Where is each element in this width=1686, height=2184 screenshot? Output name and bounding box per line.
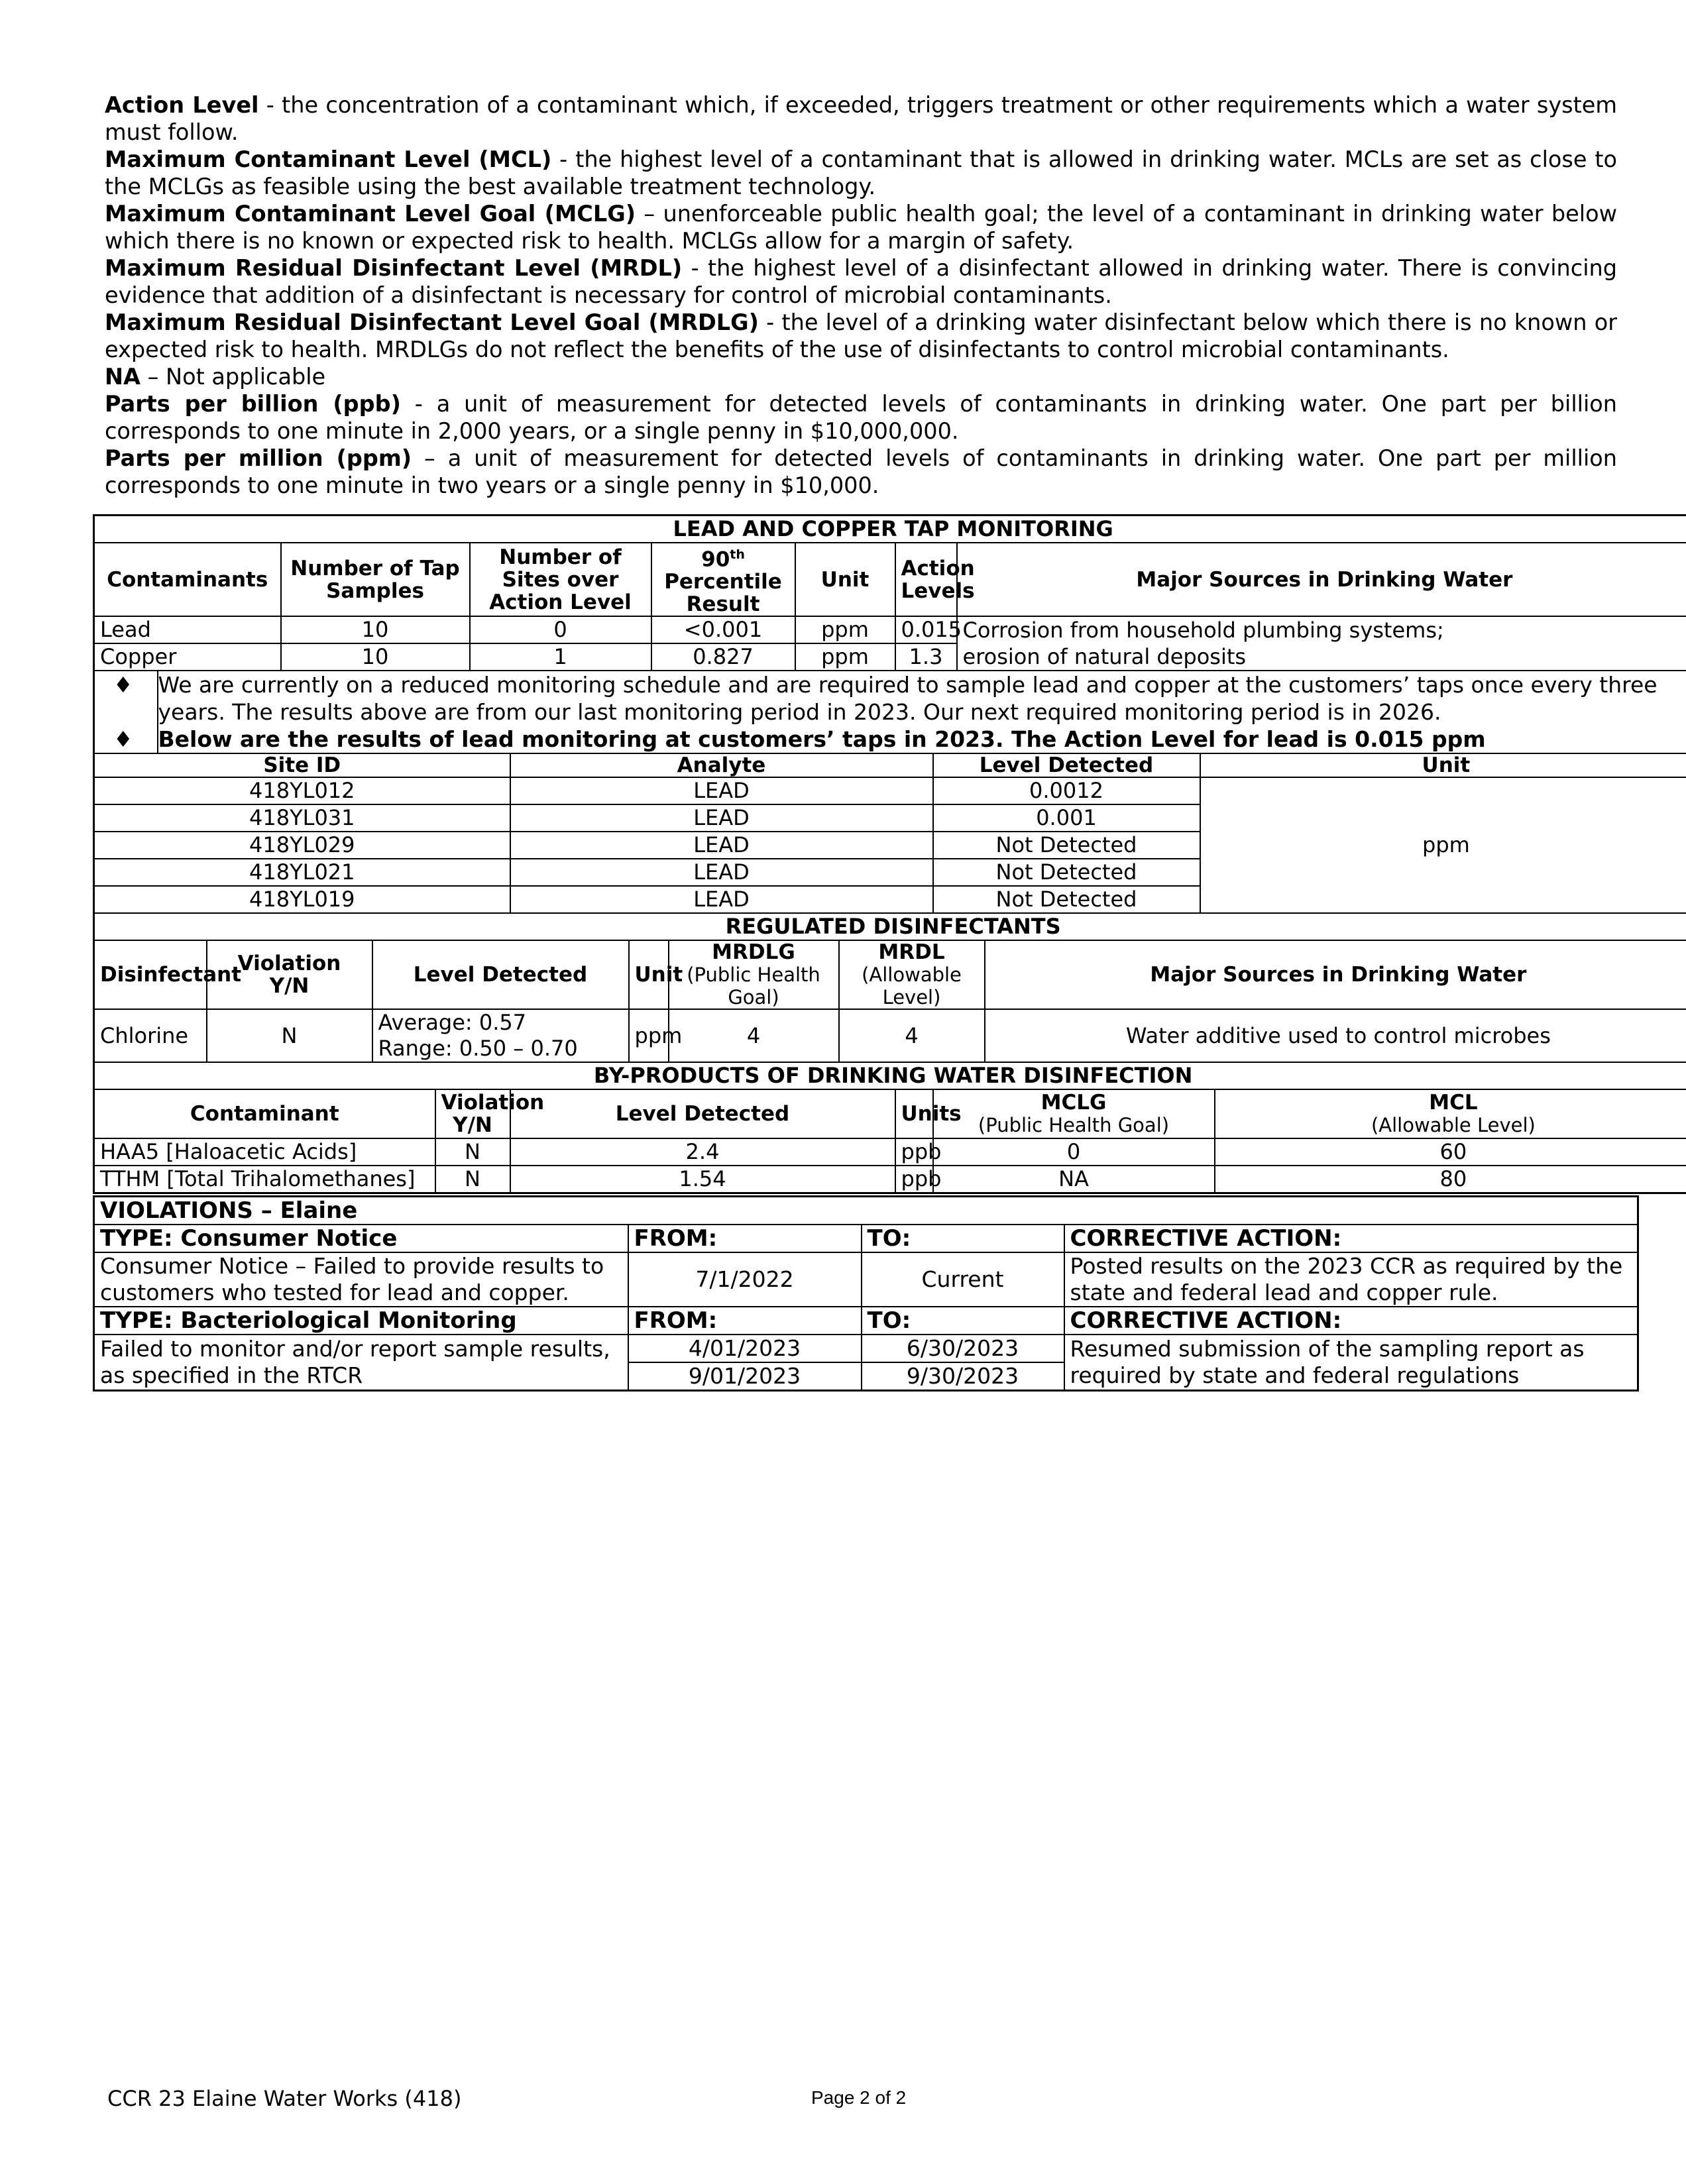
mrdl-value: 4 xyxy=(839,1009,985,1062)
bullet-icon: ♦ xyxy=(94,726,158,753)
header-contaminant: Contaminant xyxy=(94,1089,435,1138)
header-mcl xyxy=(1215,1089,1686,1138)
major-sources-line2: erosion of natural deposits xyxy=(957,643,1686,671)
definition-action-level xyxy=(105,91,1617,146)
violation-yn: Y/N xyxy=(453,1113,492,1138)
level-detected: Not Detected xyxy=(933,832,1200,859)
definition-mcl xyxy=(105,146,1617,200)
regulated-disinfectants-title: REGULATED DISINFECTANTS xyxy=(94,913,1686,940)
definition-text: the highest level of a disinfectant allowed in drinking water. There is convincing evidence that addition of a disinfectant is necessary for control of microbial contaminants. xyxy=(105,255,1618,308)
mclg-value: 0 xyxy=(933,1138,1215,1166)
definition-separator: - xyxy=(682,255,708,281)
header-mrdl xyxy=(839,940,985,1009)
to-label: TO: xyxy=(862,1307,1064,1335)
level-detected: 0.001 xyxy=(933,804,1200,832)
header-level-detected: Level Detected xyxy=(933,753,1200,777)
violation-from: 4/01/2023 xyxy=(628,1335,862,1362)
violations-title: VIOLATIONS – Elaine xyxy=(94,1197,1638,1225)
definition-term: Parts per million (ppm) xyxy=(105,445,412,471)
definition-separator: - xyxy=(551,146,576,172)
definition-ppb xyxy=(105,390,1617,445)
unit: ppm xyxy=(795,616,895,643)
header-unit: Unit xyxy=(629,940,669,1009)
monitoring-note: We are currently on a reduced monitoring schedule and are required to sample lead and copper at the customers’ taps once every three years. The results above are from our last monitoring period in 2023. Our next required monitoring period is in 2026. xyxy=(158,671,1686,726)
percentile-label: Percentile Result xyxy=(664,570,782,617)
corrective-action: Posted results on the 2023 CCR as required by the state and federal lead and copper rule. xyxy=(1064,1252,1638,1307)
header-action-levels: Action Levels xyxy=(895,543,957,616)
definition-ppm xyxy=(105,445,1617,499)
definition-separator: - xyxy=(400,391,437,417)
header-mrdlg xyxy=(669,940,839,1009)
percentile-result: <0.001 xyxy=(651,616,795,643)
tap-samples: 10 xyxy=(281,616,470,643)
analyte: LEAD xyxy=(510,886,933,913)
disinfectant-source: Water additive used to control microbes xyxy=(985,1009,1686,1062)
percentile-result: 0.827 xyxy=(651,643,795,671)
mrdlg-sublabel: (Public Health Goal) xyxy=(687,963,820,1009)
definition-term: Maximum Contaminant Level Goal (MCLG) xyxy=(105,201,636,227)
action-level: 0.015 xyxy=(895,616,957,643)
lead-results-note-text: Below are the results of lead monitoring at customers’ taps in 2023. The Action Level for lead is 0.015 ppm xyxy=(158,726,1486,753)
level-range: Range: 0.50 – 0.70 xyxy=(378,1036,578,1062)
header-site-id: Site ID xyxy=(94,753,510,777)
level-detected: Not Detected xyxy=(933,886,1200,913)
violation-label: Violation xyxy=(441,1091,545,1115)
violations-table xyxy=(93,1195,1639,1392)
header-disinfectant: Disinfectant xyxy=(94,940,207,1009)
header-unit: Unit xyxy=(1200,753,1686,777)
action-level: 1.3 xyxy=(895,643,957,671)
violation-label: Violation xyxy=(237,952,341,976)
mclg-value: NA xyxy=(933,1166,1215,1193)
violation-description: Failed to monitor and/or report sample results, as specified in the RTCR xyxy=(94,1335,628,1391)
header-sites-over: Number of Sites over Action Level xyxy=(470,543,651,616)
mcl-value: 80 xyxy=(1215,1166,1686,1193)
violation-value: N xyxy=(207,1009,372,1062)
violation-to: 9/30/2023 xyxy=(862,1362,1064,1391)
table-row xyxy=(94,1009,1686,1062)
header-level-detected: Level Detected xyxy=(372,940,629,1009)
analyte: LEAD xyxy=(510,859,933,886)
definition-separator: – xyxy=(140,364,166,390)
definition-term: Maximum Residual Disinfectant Level Goal (MRDLG) xyxy=(105,309,759,335)
contaminant-name: Lead xyxy=(94,616,281,643)
definition-text: Not applicable xyxy=(166,364,326,390)
header-90th-percentile xyxy=(651,543,795,616)
bullet-icon: ♦ xyxy=(94,671,158,726)
table-row xyxy=(94,643,1686,671)
disinfectant-name: Chlorine xyxy=(94,1009,207,1062)
site-id: 418YL031 xyxy=(94,804,510,832)
definition-mclg xyxy=(105,200,1617,254)
mrdl-label: MRDL xyxy=(878,940,945,965)
corrective-action: Resumed submission of the sampling report as required by state and federal regulations xyxy=(1064,1335,1638,1391)
definition-na xyxy=(105,363,1617,390)
violation-to: Current xyxy=(862,1252,1064,1307)
definition-term: Maximum Residual Disinfectant Level (MRDL) xyxy=(105,255,683,281)
header-unit: Unit xyxy=(795,543,895,616)
sites-over: 0 xyxy=(470,616,651,643)
definition-text: the level of a drinking water disinfectant below which there is no known or expected risk to health. MRDLGs do not reflect the benefits of the use of disinfectants to control microbial contaminants. xyxy=(105,309,1617,362)
mclg-sublabel: (Public Health Goal) xyxy=(978,1114,1170,1137)
table-row xyxy=(94,1335,1638,1362)
violation-description: Consumer Notice – Failed to provide results to customers who tested for lead and copper. xyxy=(94,1252,628,1307)
from-label: FROM: xyxy=(628,1225,862,1252)
note-row xyxy=(94,671,1686,726)
level-detected: Not Detected xyxy=(933,859,1200,886)
table-row xyxy=(94,616,1686,643)
to-label: TO: xyxy=(862,1225,1064,1252)
mcl-value: 60 xyxy=(1215,1138,1686,1166)
definition-separator: – xyxy=(636,201,663,227)
level-average: Average: 0.57 xyxy=(378,1010,527,1036)
mrdlg-value: 4 xyxy=(669,1009,839,1062)
corrective-action-label: CORRECTIVE ACTION: xyxy=(1064,1225,1638,1252)
level-detected: 0.0012 xyxy=(933,777,1200,804)
header-units: Units xyxy=(895,1089,933,1138)
table-row xyxy=(94,1166,1686,1193)
percentile-superscript: th xyxy=(730,547,745,562)
unit: ppm xyxy=(629,1009,669,1062)
table-row xyxy=(94,1252,1638,1307)
header-analyte: Analyte xyxy=(510,753,933,777)
note-row xyxy=(94,726,1686,753)
site-id: 418YL012 xyxy=(94,777,510,804)
definition-term: Maximum Contaminant Level (MCL) xyxy=(105,146,552,172)
analyte: LEAD xyxy=(510,832,933,859)
mrdlg-label: MRDLG xyxy=(712,940,795,965)
from-label: FROM: xyxy=(628,1307,862,1335)
corrective-action-label: CORRECTIVE ACTION: xyxy=(1064,1307,1638,1335)
footer-document-id: CCR 23 Elaine Water Works (418) xyxy=(107,2086,462,2111)
violation-value: N xyxy=(435,1138,510,1166)
units: ppb xyxy=(895,1138,933,1166)
contaminant-name: Copper xyxy=(94,643,281,671)
violation-to: 6/30/2023 xyxy=(862,1335,1064,1362)
page-number: Page 2 of 2 xyxy=(811,2087,907,2108)
analyte: LEAD xyxy=(510,804,933,832)
definition-text: a unit of measurement for detected levels of contaminants in drinking water. One part per million corresponds to one minute in two years or a single penny in $10,000. xyxy=(105,445,1617,498)
sites-over: 1 xyxy=(470,643,651,671)
definition-term: Action Level xyxy=(105,92,259,118)
header-contaminants: Contaminants xyxy=(94,543,281,616)
byproducts-title: BY-PRODUCTS OF DRINKING WATER DISINFECTION xyxy=(94,1062,1686,1089)
definitions-section xyxy=(105,91,1617,499)
header-major-sources: Major Sources in Drinking Water xyxy=(957,543,1686,616)
header-mclg xyxy=(933,1089,1215,1138)
mcl-sublabel: (Allowable Level) xyxy=(1371,1114,1536,1137)
percentile-number: 90 xyxy=(701,547,730,572)
definition-mrdlg xyxy=(105,309,1617,363)
units: ppb xyxy=(895,1166,933,1193)
site-id: 418YL019 xyxy=(94,886,510,913)
definition-separator: - xyxy=(258,92,282,118)
level-detected xyxy=(372,1009,629,1062)
site-id: 418YL029 xyxy=(94,832,510,859)
table-row xyxy=(94,777,1686,804)
definition-separator: – xyxy=(412,445,448,471)
definition-separator: - xyxy=(758,309,782,335)
level-detected: 2.4 xyxy=(510,1138,895,1166)
level-detected: 1.54 xyxy=(510,1166,895,1193)
violation-type-consumer-notice: TYPE: Consumer Notice xyxy=(94,1225,628,1252)
mrdl-sublabel: (Allowable Level) xyxy=(862,963,962,1009)
definition-text: a unit of measurement for detected levels of contaminants in drinking water. One part per billion corresponds to one minute in 2,000 years, or a single penny in $10,000,000. xyxy=(105,391,1618,444)
unit: ppm xyxy=(795,643,895,671)
violation-yn: Y/N xyxy=(269,974,309,999)
violation-from: 9/01/2023 xyxy=(628,1362,862,1391)
major-sources-line1: Corrosion from household plumbing systems; xyxy=(957,616,1686,643)
lead-copper-title: LEAD AND COPPER TAP MONITORING xyxy=(94,516,1686,543)
definition-text: unenforceable public health goal; the level of a contaminant in drinking water below which there is no known or expected risk to health. MCLGs allow for a margin of safety. xyxy=(105,201,1617,254)
analyte: LEAD xyxy=(510,777,933,804)
mcl-label: MCL xyxy=(1429,1091,1478,1115)
sites-unit: ppm xyxy=(1200,777,1686,913)
definition-term: Parts per billion (ppb) xyxy=(105,391,401,417)
header-major-sources: Major Sources in Drinking Water xyxy=(985,940,1686,1009)
violation-type-bacteriological: TYPE: Bacteriological Monitoring xyxy=(94,1307,628,1335)
header-tap-samples: Number of Tap Samples xyxy=(281,543,470,616)
site-id: 418YL021 xyxy=(94,859,510,886)
tap-samples: 10 xyxy=(281,643,470,671)
mclg-label: MCLG xyxy=(1040,1091,1107,1115)
definition-mrdl xyxy=(105,254,1617,309)
table-row xyxy=(94,1138,1686,1166)
definition-text: the highest level of a contaminant that is allowed in drinking water. MCLs are set as close to the MCLGs as feasible using the best available treatment technology. xyxy=(105,146,1618,199)
header-level-detected: Level Detected xyxy=(510,1089,895,1138)
violation-from: 7/1/2022 xyxy=(628,1252,862,1307)
byproduct-name: HAA5 [Haloacetic Acids] xyxy=(94,1138,435,1166)
lead-results-note xyxy=(158,726,1686,753)
violation-value: N xyxy=(435,1166,510,1193)
byproduct-name: TTHM [Total Trihalomethanes] xyxy=(94,1166,435,1193)
definition-text: the concentration of a contaminant which, if exceeded, triggers treatment or other requirements which a water system must follow. xyxy=(105,92,1617,145)
definition-term: NA xyxy=(105,364,140,390)
header-violation xyxy=(435,1089,545,1138)
water-quality-table xyxy=(93,514,1686,1194)
